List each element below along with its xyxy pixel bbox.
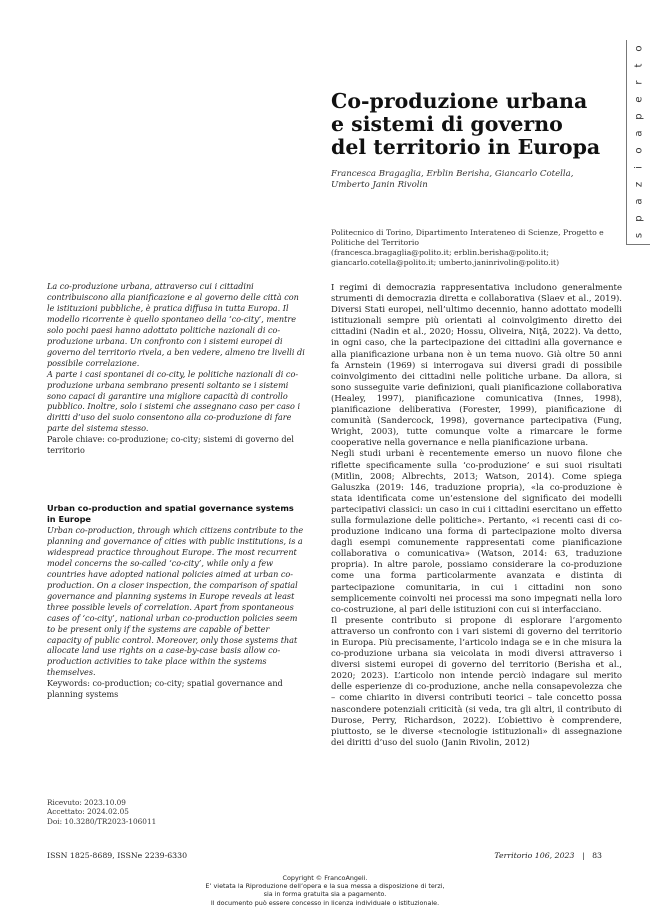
body-paragraph: I regimi di democrazia rappresentativa includono generalmente strumenti di democrazia diretta e collaborativa (Slaev et al., 2019). Diversi Stati europei, nell’ultimo decennio, hanno adottato modelli istituzionali sempre più orientati al coinvolgimento diretto dei cittadini (Nadin et al., 2020; Hossu, Oliveira, Niţă, 2022). Va detto, in ogni caso, che la partecipazione dei cittadini alla governance e alla pianificazione urbana non è un tema nuovo. Già oltre 50 anni fa Arnstein (1969) si interrogava sui diversi gradi di possibile coinvolgimento dei cittadini nelle politiche urbane. Da allora, si sono susseguite varie definizioni, quali pianificazione collaborativa (Healey, 1997), pianificazione comunicativa (Innes, 1998), pianificazione deliberativa (Forester, 1999), pianificazione di comunità (Sandercock, 1998), governance partecipativa (Fung, Wright, 2003), tutte comunque volte a rimarcare le forme cooperative nella governance e nella pianificazione urbana. bbox=[331, 283, 622, 449]
doi: Doi: 10.3280/TR2023-106011 bbox=[47, 816, 157, 826]
tab-letter: p bbox=[633, 215, 645, 222]
abstract-heading: Urban co-production and spatial governance systems in Europe bbox=[47, 503, 294, 524]
tab-letter: s bbox=[633, 232, 645, 239]
affiliation-line: Politiche del Territorio bbox=[331, 238, 419, 247]
abstract-text: La co-produzione urbana, attraverso cui i cittadini contribuiscono alla pianificazione e al governo delle città con le istituzioni pubbliche, è pratica diffusa in tutta Europa. Il modello ricorrente è quello spontaneo della ‘co-city’, mentre solo pochi paesi hanno adottato politiche nazionali di co-produzione urbana. Un confronto con i sistemi europei di governo del territorio rivela, a ben vedere, almeno tre livelli di possibile correlazione. bbox=[47, 281, 305, 368]
tab-letter: z bbox=[633, 181, 645, 188]
title-line: del territorio in Europa bbox=[331, 135, 601, 159]
copyright-line: E’ vietata la Riproduzione dell’opera e la sua messa a disposizione di terzi, bbox=[205, 882, 445, 891]
affiliation-line: Politecnico di Torino, Dipartimento Interateneo di Scienze, Progetto e bbox=[331, 228, 604, 237]
abstract-italian bbox=[47, 281, 305, 456]
tab-letter: o bbox=[633, 45, 645, 52]
tab-letter: t bbox=[633, 63, 645, 68]
tab-letter: p bbox=[633, 113, 645, 120]
affiliation-line: giancarlo.cotella@polito.it; umberto.janinrivolin@polito.it) bbox=[331, 258, 560, 267]
abstract-english bbox=[47, 503, 305, 700]
body-paragraph: Il presente contributo si propone di esplorare l’argomento attraverso un confronto con i vari sistemi di governo del territorio in Europa. Più precisamente, l’articolo indaga se e in che misura la co-produzione urbana sia veicolata in modi diversi attraverso i diversi sistemi europei di governo del territorio (Berisha et al., 2020; 2023). L’articolo non intende perciò indagare sul merito delle esperienze di co-produzione, anche nella consapevolezza che – come chiarito in diversi contributi teorici – tale concetto possa nascondere potenziali criticità (si veda, tra gli altri, il contributo di Durose, Perry, Richardson, 2022). L’obiettivo è comprendere, piuttosto, se le diverse «tecnologie istituzionali» di assegnazione dei diritti d’uso del suolo (Janin Rivolin, 2012) bbox=[331, 615, 622, 748]
accepted-date: Accettato: 2024.02.05 bbox=[47, 807, 129, 817]
separator: | bbox=[581, 851, 585, 860]
article-body bbox=[331, 283, 622, 749]
tab-letter: a bbox=[633, 130, 645, 137]
article-dates bbox=[47, 798, 156, 826]
tab-letter: o bbox=[633, 147, 645, 154]
tab-letter: a bbox=[633, 198, 645, 205]
affiliation bbox=[331, 228, 623, 268]
received-date: Ricevuto: 2023.10.09 bbox=[47, 798, 126, 807]
page-number: 83 bbox=[592, 851, 602, 860]
tab-letter: e bbox=[633, 96, 645, 103]
title-line: Co-produzione urbana bbox=[331, 89, 588, 113]
author-list bbox=[331, 169, 616, 191]
copyright-line: sia in forma gratuita sia a pagamento. bbox=[263, 890, 387, 899]
copyright-line: Copyright © FrancoAngeli. bbox=[282, 874, 368, 882]
journal-info bbox=[494, 851, 602, 860]
article-title bbox=[331, 90, 616, 159]
keywords: Keywords: co-production; co-city; spatial governance and planning systems bbox=[47, 678, 283, 700]
abstract-text: A parte i casi spontanei di co-city, le politiche nazionali di co-produzione urbana sembrano presenti soltanto se i sistemi sono capaci di garantire una migliore capacità di controllo pubblico. Inoltre, solo i sistemi che assegnano caso per caso i diritti d’uso del suolo consentono alla co-produzione di fare parte del sistema stesso. bbox=[47, 368, 301, 434]
author-line: Umberto Janin Rivolin bbox=[331, 180, 428, 190]
author-line: Francesca Bragaglia, Erblin Berisha, Giancarlo Cotella, bbox=[331, 169, 574, 179]
issn: ISSN 1825-8689, ISSNe 2239-6330 bbox=[47, 851, 188, 860]
title-line: e sistemi di governo bbox=[331, 112, 563, 136]
section-tab-spazio-aperto bbox=[626, 40, 650, 245]
tab-letter: r bbox=[633, 80, 645, 85]
keywords: Parole chiave: co-produzione; co-city; sistemi di governo del territorio bbox=[47, 434, 294, 456]
affiliation-line: (francesca.bragaglia@polito.it; erblin.berisha@polito.it; bbox=[331, 248, 549, 257]
abstract-text: Urban co-production, through which citizens contribute to the planning and governance of cities with public institutions, is a widespread practice throughout Europe. The most recurrent model concerns the so-called ‘co-city’, while only a few countries have adopted national policies aimed at urban co-production. On a closer inspection, the comparison of spatial governance and planning systems in Europe reveals at least three possible levels of correlation. Apart from spontaneous cases of ‘co-city’, national urban co-production policies seem to be present only if the systems are capable of better capacity of public control. Moreover, only those systems that allocate land use rights on a case-by-case basis allow co-production activities to take place within the systems themselves. bbox=[47, 525, 304, 678]
tab-letter: i bbox=[633, 166, 645, 169]
copyright-notice bbox=[0, 874, 650, 907]
body-paragraph: Negli studi urbani è recentemente emerso un nuovo filone che riflette specificamente sulla ‘co-produzione’ e sui suoi risultati (Mitlin, 2008; Albrechts, 2013; Watson, 2014). Come spiega Galuszka (2019: 146, traduzione propria), «la co-produzione è stata identificata come un’estensione del significato dei modelli partecipativi classici: un caso in cui i cittadini esercitano un effetto sulla formulazione delle politiche». Pertanto, «i recenti casi di co-produzione indicano una forma di partecipazione molto diversa dagli esempi comunemente rappresentati come pianificazione collaborativa o comunicativa» (Watson, 2014: 63, traduzione propria). In altre parole, possiamo considerare la co-produzione come una forma particolarmente avanzata e distinta di partecipazione comunitaria, in cui i cittadini non sono semplicemente coinvolti nei processi ma sono impegnati nella loro co-costruzione, al pari delle istituzioni con cui si interfacciano. bbox=[331, 449, 622, 615]
copyright-line: Il documento può essere concesso in licenza individuale o istituzionale. bbox=[210, 898, 440, 907]
journal-name: Territorio 106, 2023 bbox=[494, 851, 575, 860]
